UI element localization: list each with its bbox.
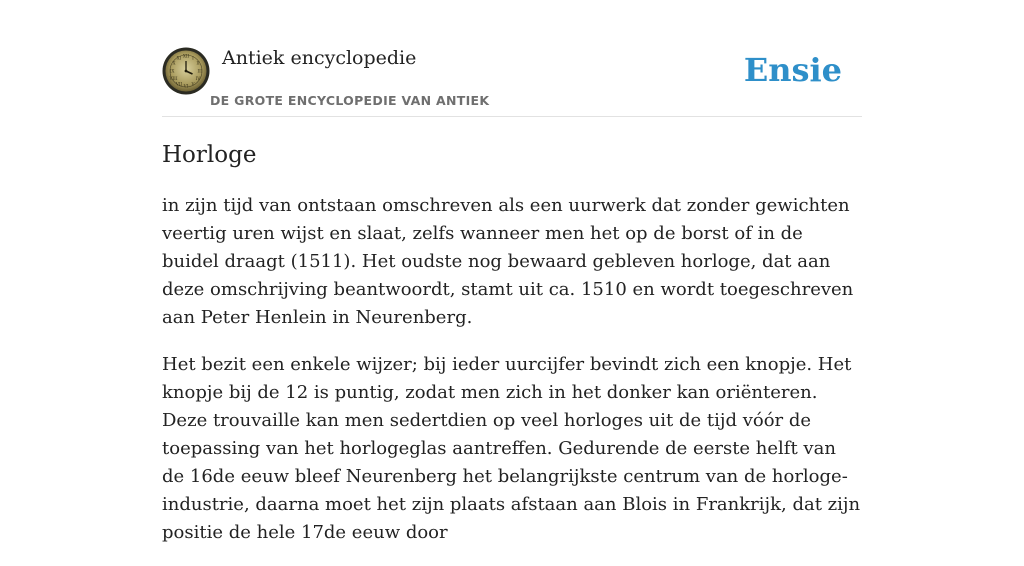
- svg-text:XII: XII: [182, 53, 190, 59]
- svg-text:II: II: [196, 60, 200, 66]
- svg-text:VII: VII: [175, 81, 183, 87]
- svg-text:IV: IV: [195, 76, 201, 81]
- site-subtitle: DE GROTE ENCYCLOPEDIE VAN ANTIEK: [210, 93, 490, 108]
- brand-logo-link[interactable]: Ensie: [743, 51, 842, 89]
- svg-text:I: I: [192, 55, 194, 61]
- article-body: [162, 192, 862, 566]
- svg-text:III: III: [197, 68, 203, 74]
- svg-text:VI: VI: [183, 83, 189, 89]
- svg-text:V: V: [191, 81, 195, 87]
- article-paragraph: in zijn tijd van ontstaan omschreven als een uurwerk dat zonder gewichten veertig uren wijst en slaat, zelfs wanneer men het op de borst of in de buidel draagt (1511). Het oudste nog bewaard gebleven horloge, dat aan deze omschrijving beantwoordt, stamt uit ca. 1510 en wordt toegeschreven aan Peter Henlein in Neurenberg.: [162, 195, 854, 328]
- svg-text:XI: XI: [176, 55, 182, 61]
- antique-clock-icon[interactable]: [162, 47, 210, 95]
- page-title: Horloge: [162, 142, 257, 168]
- svg-text:VIII: VIII: [169, 76, 178, 81]
- site-title[interactable]: Antiek encyclopedie: [222, 47, 417, 69]
- site-header: [162, 0, 862, 117]
- svg-text:IX: IX: [169, 68, 175, 74]
- svg-text:X: X: [172, 60, 176, 66]
- article-paragraph: Het bezit een enkele wijzer; bij ieder uurcijfer bevindt zich een knopje. Het knopje bij de 12 is puntig, zodat men zich in het donker kan oriënteren. Deze trouvaille kan men sedertdien op veel horloges uit de tijd vóór de toepassing van het horlogeglas aantreffen. Gedurende de eerste helft van de 16de eeuw bleef Neurenberg het belangrijkste centrum van de horloge-industrie, daarna moet het zijn plaats afstaan aan Blois in Frankrijk, dat zijn positie de hele 17de eeuw door: [162, 354, 861, 543]
